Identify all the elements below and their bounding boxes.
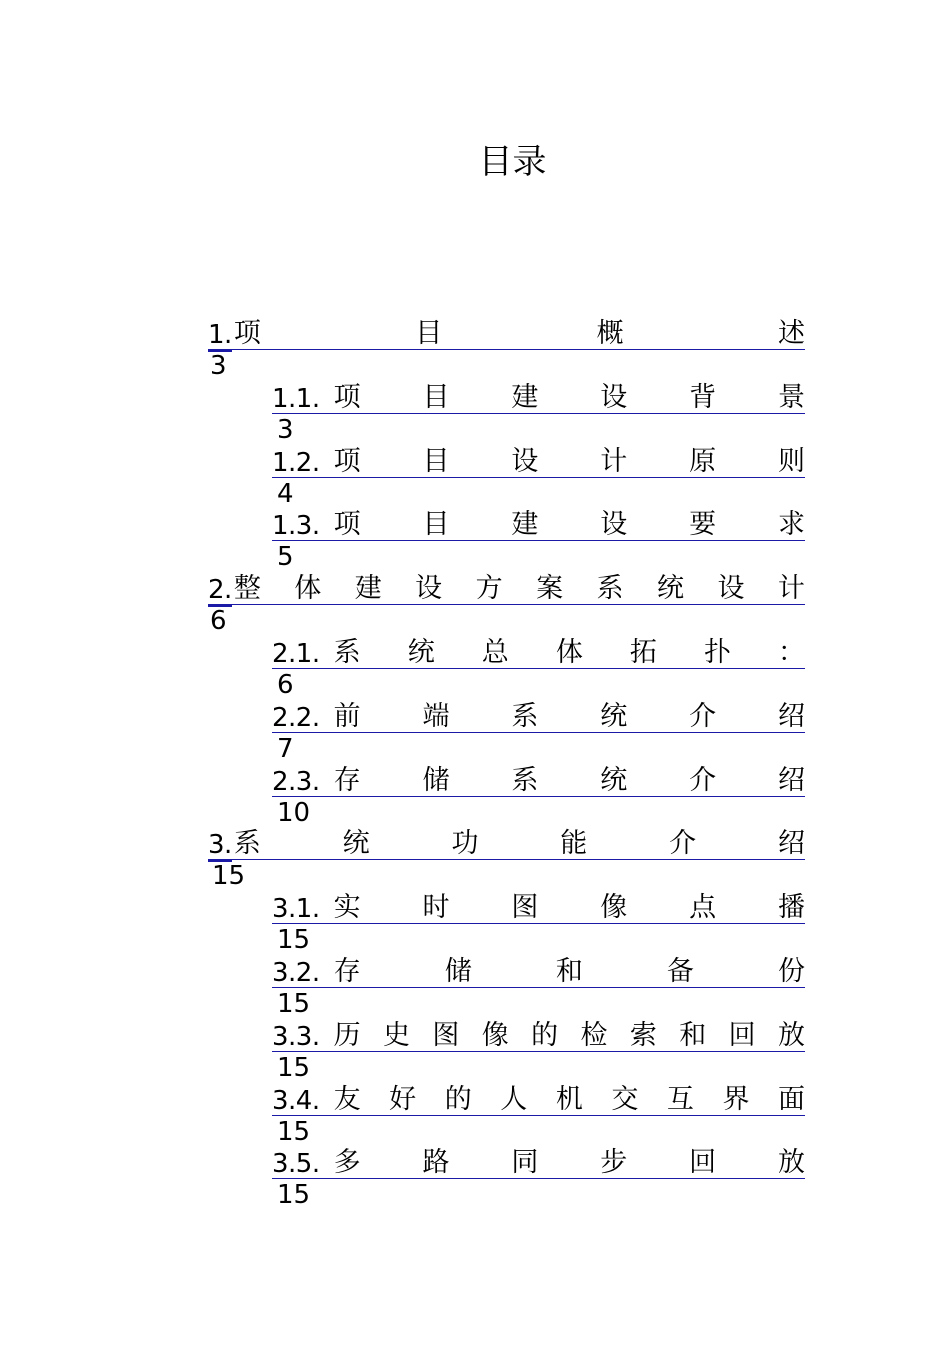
toc-title-char: 点 [689, 892, 717, 924]
toc-entry [208, 573, 805, 637]
toc-title-char: 体 [555, 637, 583, 668]
toc-title-char: 同 [511, 1147, 539, 1179]
toc-title-char: 像 [481, 1019, 509, 1051]
toc-title-char: 存 [333, 764, 361, 796]
toc-entry [272, 892, 805, 956]
toc-entry [208, 828, 805, 892]
toc-entry-number: 3.1. [272, 894, 320, 925]
toc-page-number: 3 [277, 414, 294, 445]
toc-entry-number: 3. [208, 830, 232, 861]
toc-entry-title [332, 893, 805, 923]
toc-entry-number: 1. [208, 320, 232, 350]
toc-title-char: 功 [451, 828, 479, 860]
toc-entry [272, 446, 805, 510]
toc-entry [272, 1020, 805, 1084]
toc-entry-title [332, 1021, 805, 1051]
toc-page-number: 3 [210, 351, 227, 381]
toc-title-char: 历 [333, 1019, 361, 1051]
toc-title-char: 设 [600, 509, 628, 541]
toc-title-char: 设 [600, 381, 628, 413]
toc-title-char: 设 [717, 573, 745, 605]
toc-page-number: 15 [277, 1052, 311, 1083]
toc-title-char: 计 [600, 445, 628, 477]
toc-link[interactable] [208, 573, 805, 605]
toc-entry [272, 1147, 805, 1211]
toc-entry-number: 3.3. [272, 1021, 320, 1052]
toc-title-char: 回 [728, 1019, 756, 1051]
toc-entry-number: 3.5. [272, 1149, 320, 1180]
toc-title-char: 目 [422, 509, 450, 541]
toc-title-char: 交 [611, 1083, 639, 1115]
toc-title-char: 述 [777, 318, 805, 349]
toc-entry-title [232, 829, 805, 859]
toc-title-char: 放 [778, 1147, 805, 1179]
toc-title-char: 设 [511, 445, 539, 477]
toc-title-char: 友 [333, 1083, 361, 1115]
toc-title-char: ： [778, 637, 805, 668]
toc-title-char: 图 [511, 892, 539, 924]
toc-title-char: 原 [689, 445, 717, 477]
toc-entry-title [332, 957, 805, 987]
toc-title-char: 多 [333, 1147, 361, 1179]
toc-title-char: 放 [778, 1019, 805, 1051]
toc-title-char: 存 [333, 956, 361, 987]
toc-title-char: 像 [600, 892, 628, 924]
toc-title-char: 介 [669, 828, 697, 860]
toc-title-char: 体 [294, 573, 322, 605]
toc-title-char: 系 [233, 828, 261, 860]
toc-entry-title [332, 1085, 805, 1115]
toc-link[interactable] [272, 1084, 805, 1116]
toc-title-char: 系 [596, 573, 624, 605]
toc-link[interactable] [272, 446, 805, 478]
toc-title-char: 计 [777, 573, 805, 605]
toc-title-char: 机 [555, 1083, 583, 1115]
toc-entry-number: 3.2. [272, 958, 320, 988]
toc-entry-number: 1.1. [272, 383, 320, 414]
toc-entry-number: 1.2. [272, 447, 320, 478]
toc-title-char: 份 [778, 956, 805, 987]
toc-title-char: 则 [778, 445, 805, 477]
toc-title-char: 扑 [703, 637, 731, 668]
toc-link[interactable] [208, 318, 805, 350]
toc-entry [272, 382, 805, 446]
toc-page-number: 5 [277, 542, 294, 573]
toc-title-char: 播 [778, 892, 805, 924]
toc-title-char: 统 [600, 700, 628, 732]
toc-entry [272, 509, 805, 573]
toc-entry-title [332, 1148, 805, 1178]
toc-title-char: 储 [444, 956, 472, 987]
toc-title-char: 好 [389, 1083, 417, 1115]
toc-link[interactable] [272, 956, 805, 988]
toc-title-char: 前 [333, 700, 361, 732]
toc-title-char: 背 [689, 381, 717, 413]
toc-entry-title [332, 766, 805, 796]
toc-title-char: 项 [233, 318, 261, 349]
toc-title-char: 互 [666, 1083, 694, 1115]
toc-title-char: 概 [596, 318, 624, 349]
toc-entry-title [332, 447, 805, 477]
toc-link[interactable] [272, 701, 805, 733]
toc-title-char: 系 [333, 637, 361, 668]
toc-title-char: 目 [415, 318, 443, 349]
toc-entry-title [232, 319, 805, 349]
toc-title-char: 建 [511, 509, 539, 541]
toc-entry-title [332, 383, 805, 413]
toc-link[interactable] [272, 382, 805, 414]
toc-entry-number: 3.4. [272, 1085, 320, 1116]
toc-entry-number: 2.1. [272, 639, 320, 669]
toc-entry [272, 956, 805, 1020]
toc-link[interactable] [272, 637, 805, 669]
toc-title-char: 统 [342, 828, 370, 860]
toc-title-char: 建 [354, 573, 382, 605]
toc-title-char: 史 [383, 1019, 410, 1051]
toc-title-char: 路 [422, 1147, 450, 1179]
toc-title-char: 绍 [778, 700, 805, 732]
toc-title-char: 整 [233, 573, 261, 605]
toc-page-number: 6 [210, 606, 227, 637]
toc-entry-number: 1.3. [272, 511, 320, 542]
toc-page-number: 10 [277, 797, 311, 828]
toc-title-char: 案 [536, 573, 564, 605]
toc-title-char: 方 [475, 573, 503, 605]
toc-title-char: 绍 [777, 828, 805, 860]
toc-page-number: 15 [212, 861, 246, 892]
toc-title-char: 设 [415, 573, 443, 605]
toc-title-char: 项 [333, 381, 361, 413]
toc-page-number: 4 [277, 478, 294, 509]
toc-title-char: 的 [444, 1083, 472, 1115]
toc-entry-number: 2.2. [272, 702, 320, 733]
toc-title-char: 回 [689, 1147, 717, 1179]
toc-title-char: 目 [422, 381, 450, 413]
toc-link[interactable] [272, 892, 805, 924]
toc-entry [208, 318, 805, 382]
toc-link[interactable] [208, 828, 805, 860]
toc-title-char: 统 [407, 637, 435, 668]
toc-title-char: 检 [580, 1019, 608, 1051]
toc-title-char: 图 [432, 1019, 460, 1051]
toc-link[interactable] [272, 1147, 805, 1179]
toc-title-char: 介 [689, 700, 717, 732]
toc-title-char: 界 [722, 1083, 750, 1115]
toc-title-char: 绍 [778, 764, 805, 796]
toc-entry [272, 701, 805, 765]
toc-entry-title [332, 510, 805, 540]
toc-entry-title [332, 702, 805, 732]
toc-title-char: 人 [500, 1083, 528, 1115]
toc-title-char: 的 [531, 1019, 559, 1051]
toc-title-char: 步 [600, 1147, 628, 1179]
toc-title-char: 时 [422, 892, 450, 924]
toc-entry [272, 765, 805, 829]
toc-title-char: 统 [600, 764, 628, 796]
toc-page-number: 7 [277, 733, 294, 764]
toc-title-char: 介 [689, 764, 717, 796]
toc-page-number: 15 [277, 1116, 311, 1147]
toc-title-char: 系 [511, 764, 539, 796]
toc-title-char: 和 [555, 956, 583, 987]
toc-title-char: 索 [629, 1019, 657, 1051]
toc-title-char: 实 [333, 892, 361, 924]
toc-title-char: 建 [511, 381, 539, 413]
page-title: 目录 [478, 142, 547, 182]
toc-entry-title [232, 574, 805, 604]
toc-title-char: 求 [778, 509, 805, 541]
toc-title-char: 项 [333, 445, 361, 477]
toc-entry [272, 637, 805, 701]
toc-title-char: 面 [778, 1083, 805, 1115]
toc-title-char: 目 [422, 445, 450, 477]
toc-title-char: 储 [422, 764, 450, 796]
toc-title-char: 系 [511, 700, 539, 732]
toc-page-number: 6 [277, 670, 294, 700]
toc-page-number: 15 [277, 925, 311, 956]
toc-title-char: 备 [666, 956, 694, 987]
toc-title-char: 总 [481, 637, 509, 668]
toc-link[interactable] [272, 765, 805, 797]
toc-entry-number: 2. [208, 575, 232, 606]
toc-page-number: 15 [277, 1180, 311, 1211]
toc-entry-title [332, 638, 805, 668]
toc-page-number: 15 [277, 989, 311, 1019]
toc-title-char: 能 [560, 828, 588, 860]
toc-title-char: 统 [656, 573, 684, 605]
toc-title-char: 要 [689, 509, 717, 541]
toc-title-char: 项 [333, 509, 361, 541]
toc-title-char: 端 [422, 700, 450, 732]
toc-entry [272, 1084, 805, 1148]
toc-title-char: 景 [778, 381, 805, 413]
toc-title-char: 和 [679, 1019, 707, 1051]
toc-entry-number: 2.3. [272, 766, 320, 797]
toc-link[interactable] [272, 1020, 805, 1052]
toc-title-char: 拓 [629, 637, 657, 668]
toc-link[interactable] [272, 509, 805, 541]
